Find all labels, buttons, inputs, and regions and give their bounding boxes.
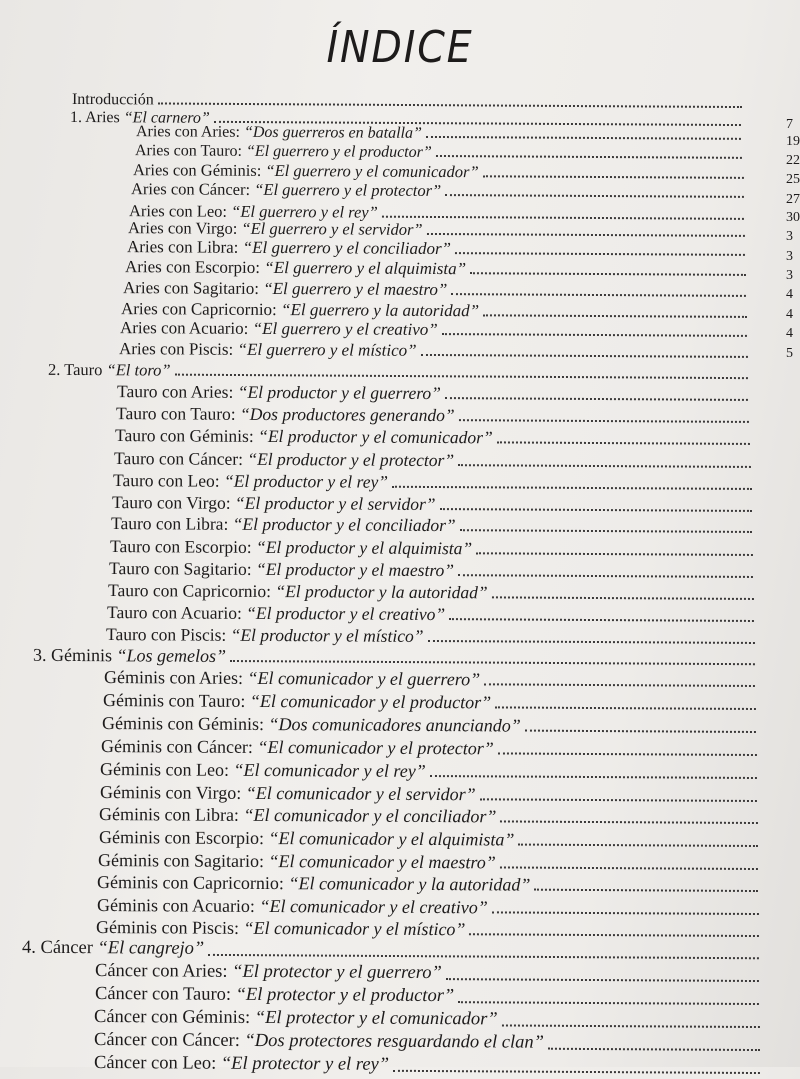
toc-entry xyxy=(125,257,746,281)
toc-entry-title: Cáncer con Leo: xyxy=(94,1053,221,1074)
toc-entry xyxy=(131,179,744,202)
toc-entry xyxy=(119,339,748,363)
toc-entry-phrase: “El comunicador y el conciliador” xyxy=(243,805,496,827)
toc-entry-title: Tauro con Tauro: xyxy=(116,403,240,424)
toc-entry-title: Tauro con Sagitario: xyxy=(109,558,256,579)
toc-entry-label xyxy=(72,90,154,109)
toc-entry-label xyxy=(94,1053,389,1076)
toc-entry xyxy=(107,602,754,626)
toc-entry-phrase: “El productor y el comunicador” xyxy=(258,426,493,447)
toc-entry-title: Aries con Tauro: xyxy=(135,142,246,160)
toc-entry-title: Tauro con Piscis: xyxy=(106,624,231,645)
dot-leader xyxy=(442,333,747,337)
toc-entry-phrase: “El guerrero y el rey” xyxy=(231,202,378,222)
toc-entry-label xyxy=(102,713,521,737)
toc-entry-phrase: “El productor y el rey” xyxy=(224,471,388,492)
toc-entry-phrase: “El protector y el rey” xyxy=(221,1054,389,1075)
toc-entry xyxy=(115,425,750,449)
toc-entry-title: Tauro con Escorpio: xyxy=(110,536,256,557)
toc-entry-label xyxy=(110,536,472,559)
page-number: 4 xyxy=(786,307,793,323)
toc-entry-label xyxy=(99,827,515,851)
dot-leader xyxy=(548,1047,760,1050)
page-number: 22 xyxy=(786,153,800,169)
dot-leader xyxy=(518,844,758,847)
toc-entry xyxy=(108,580,754,604)
toc-entry-label xyxy=(125,257,466,279)
toc-entry-label xyxy=(95,961,442,985)
toc-entry-phrase: “El comunicador y el alquimista” xyxy=(268,828,514,850)
dot-leader xyxy=(469,933,759,937)
toc-entry xyxy=(99,804,758,829)
dot-leader xyxy=(446,978,759,982)
toc-entry xyxy=(95,984,759,1010)
toc-entry-label xyxy=(97,872,531,896)
toc-entry-label xyxy=(99,804,497,827)
dot-leader xyxy=(175,373,748,379)
toc-entry-label xyxy=(104,667,480,690)
dot-leader xyxy=(455,252,745,256)
dot-leader xyxy=(449,618,754,622)
toc-entry-title: Géminis con Libra: xyxy=(99,804,244,825)
toc-entry xyxy=(103,690,756,715)
toc-entry-title: 1. Aries xyxy=(70,109,124,126)
toc-entry-title: Géminis con Piscis: xyxy=(96,917,244,938)
dot-leader xyxy=(500,820,758,824)
dot-leader xyxy=(440,508,752,512)
toc-entry-label xyxy=(103,690,491,713)
dot-leader xyxy=(427,639,755,643)
toc-entry-label xyxy=(111,513,456,536)
toc-entry-phrase: “Dos productores generando” xyxy=(240,404,455,425)
dot-leader xyxy=(500,866,758,870)
toc-entry xyxy=(120,318,747,342)
toc-entry-label xyxy=(22,938,204,961)
toc-entry-label xyxy=(113,470,388,492)
toc-entry xyxy=(94,1007,760,1033)
toc-entry-label xyxy=(120,318,438,340)
toc-entry-phrase: “El cangrejo” xyxy=(97,938,204,959)
toc-entry-phrase: “El guerrero y el conciliador” xyxy=(243,238,452,258)
toc-entry-phrase: “El protector y el productor” xyxy=(236,985,455,1006)
toc-entry-phrase: “El carnero” xyxy=(124,109,210,127)
toc-entry xyxy=(100,759,757,784)
toc-entry-phrase: “El productor y la autoridad” xyxy=(275,581,487,602)
toc-entry xyxy=(99,827,758,852)
dot-leader xyxy=(458,1001,759,1005)
toc-entry-phrase: “El productor y el alquimista” xyxy=(256,537,472,558)
toc-entry-label xyxy=(112,492,436,514)
page-number: 4 xyxy=(786,326,793,342)
toc-entry xyxy=(97,895,759,920)
toc-entry-phrase: “El guerrero y el alquimista” xyxy=(264,258,466,278)
toc-entry xyxy=(97,872,758,897)
dot-leader xyxy=(498,752,757,756)
toc-entry-phrase: “El productor y el protector” xyxy=(247,449,454,470)
toc-entry-phrase: “El comunicador y el maestro” xyxy=(268,851,495,872)
dot-leader xyxy=(534,889,758,892)
toc-entry-label xyxy=(119,339,417,361)
dot-leader xyxy=(483,175,744,179)
toc-entry-phrase: “El guerrero y el maestro” xyxy=(263,279,447,299)
toc-entry-phrase: “El comunicador y la autoridad” xyxy=(288,873,530,894)
toc-entry-phrase: “El guerrero y la autoridad” xyxy=(281,300,479,320)
toc-entry-title: Tauro con Libra: xyxy=(111,513,233,534)
toc-entry-label xyxy=(108,580,488,603)
toc-entry-phrase: “El toro” xyxy=(107,360,171,379)
toc-entry-phrase: “Los gemelos” xyxy=(116,645,226,666)
dot-leader xyxy=(502,1024,760,1028)
page-number: 3 xyxy=(786,249,793,265)
toc-entry-label xyxy=(107,602,445,625)
page-number: 19 xyxy=(786,134,800,150)
toc-entry xyxy=(104,667,755,692)
toc-entry-label xyxy=(100,782,476,805)
toc-entry-phrase: “Dos comunicadores anunciando” xyxy=(268,714,520,736)
toc-entry-title: Aries con Virgo: xyxy=(128,218,242,238)
toc-entry-title: Tauro con Cáncer: xyxy=(114,448,247,469)
toc-entry-label xyxy=(100,759,426,782)
toc-entry-title: Aries con Acuario: xyxy=(120,318,253,338)
toc-entry-label xyxy=(128,218,423,239)
toc-entry-title: Tauro con Géminis: xyxy=(115,425,258,446)
toc-entry xyxy=(95,961,759,987)
toc-entry-phrase: “Dos guerreros en batalla” xyxy=(244,124,422,142)
dot-leader xyxy=(445,397,748,401)
dot-leader xyxy=(492,596,754,600)
toc-entry-title: 2. Tauro xyxy=(48,360,107,379)
dot-leader xyxy=(495,706,756,710)
dot-leader xyxy=(421,354,748,358)
toc-entry-title: Aries con Capricornio: xyxy=(121,299,281,319)
dot-leader xyxy=(430,775,757,779)
toc-entry xyxy=(109,558,753,582)
toc-entry-phrase: “El comunicador y el servidor” xyxy=(246,783,476,804)
toc-entry-label xyxy=(94,1007,498,1031)
toc-entry-label xyxy=(33,645,226,667)
dot-leader xyxy=(492,911,759,915)
toc-entry-phrase: “El productor y el servidor” xyxy=(235,493,436,514)
toc-entry-title: Géminis con Virgo: xyxy=(100,782,246,803)
toc-entry-phrase: “El guerrero y el protector” xyxy=(254,180,441,200)
toc-entry xyxy=(94,1053,760,1079)
dot-leader xyxy=(158,102,742,108)
dot-leader xyxy=(459,419,749,423)
dot-leader xyxy=(480,798,757,802)
toc-entry xyxy=(98,850,758,875)
dot-leader xyxy=(476,552,753,556)
page-number: 27 xyxy=(786,192,800,208)
toc-entry-label xyxy=(94,1030,544,1054)
dot-leader xyxy=(451,293,746,297)
dot-leader xyxy=(427,232,745,236)
toc-entry-title: Aries con Escorpio: xyxy=(125,257,264,277)
toc-entry-label xyxy=(101,736,494,759)
toc-entry-title: 4. Cáncer xyxy=(22,938,98,958)
toc-entry-phrase: “El protector y el guerrero” xyxy=(232,962,442,983)
toc-entry-title: Tauro con Acuario: xyxy=(107,602,246,623)
dot-leader xyxy=(208,953,759,958)
toc-entry xyxy=(94,1030,760,1056)
toc-entry-label xyxy=(96,917,466,940)
dot-leader xyxy=(392,485,752,489)
dot-leader xyxy=(458,574,753,578)
toc-entry-label xyxy=(106,624,424,646)
toc-entry-title: Cáncer con Tauro: xyxy=(95,984,236,1005)
toc-entry-title: Géminis con Géminis: xyxy=(102,713,269,734)
toc-entry xyxy=(101,736,757,761)
toc-entry-label xyxy=(135,141,432,162)
toc-entry-title: Aries con Sagitario: xyxy=(123,278,263,298)
dot-leader xyxy=(525,730,756,733)
dot-leader xyxy=(497,441,750,445)
toc-entry-label xyxy=(131,179,441,200)
toc-entry-title: Aries con Cáncer: xyxy=(131,179,254,199)
toc-entry-title: Aries con Aries: xyxy=(136,123,244,141)
page-number: 7 xyxy=(786,117,793,133)
toc-entry-phrase: “El productor y el creativo” xyxy=(246,603,445,624)
toc-entry-phrase: “El productor y el místico” xyxy=(231,625,424,646)
dot-leader xyxy=(460,529,752,533)
toc-entry-label xyxy=(116,403,455,426)
toc-entry-phrase: “El comunicador y el guerrero” xyxy=(247,668,480,689)
toc-entry-title: Géminis con Cáncer: xyxy=(101,736,258,757)
toc-entry-title: Géminis con Sagitario: xyxy=(98,850,269,871)
toc-entry-label xyxy=(109,558,454,581)
toc-entry xyxy=(102,713,756,738)
dot-leader xyxy=(483,314,747,318)
toc-entry xyxy=(111,513,752,537)
toc-entry-title: Géminis con Tauro: xyxy=(103,690,250,711)
toc-entry-title: Géminis con Escorpio: xyxy=(99,827,269,848)
toc-entry-phrase: “El productor y el conciliador” xyxy=(233,514,456,535)
dot-leader xyxy=(382,215,744,219)
page-number: 3 xyxy=(786,229,793,245)
toc-entry-title: Cáncer con Aries: xyxy=(95,961,232,982)
dot-leader xyxy=(393,1069,760,1073)
page-number: 4 xyxy=(786,287,793,303)
toc-entry-phrase: “El guerrero y el creativo” xyxy=(253,319,438,339)
toc-entry-title: Géminis con Acuario: xyxy=(97,895,260,916)
page-number: 3 xyxy=(786,268,793,284)
toc-entry-title: Cáncer con Géminis: xyxy=(94,1007,255,1028)
toc-entry-label xyxy=(127,237,451,259)
toc-entry-phrase: “El guerrero y el comunicador” xyxy=(265,161,478,181)
toc-entry-title: Tauro con Virgo: xyxy=(112,492,235,513)
toc-entry-label xyxy=(115,425,493,448)
toc-entry-label xyxy=(123,278,447,300)
toc-entry-title: Aries con Piscis: xyxy=(119,339,238,359)
toc-entry-title: Tauro con Leo: xyxy=(113,470,224,491)
toc-entry-title: Tauro con Capricornio: xyxy=(108,580,276,601)
toc-entry-phrase: “Dos protectores resguardando el clan” xyxy=(244,1031,544,1053)
toc-entry-title: Aries con Leo: xyxy=(129,201,231,221)
dot-leader xyxy=(484,683,755,687)
page-number: 30 xyxy=(786,210,800,226)
toc-entry-phrase: “El guerrero y el místico” xyxy=(237,340,416,360)
toc-entry-label xyxy=(114,448,454,471)
toc-entry-phrase: “El protector y el comunicador” xyxy=(255,1008,498,1029)
page-title: ÍNDICE xyxy=(40,22,760,73)
toc-entry-title: 3. Géminis xyxy=(33,645,117,666)
toc-entry-title: Cáncer con Cáncer: xyxy=(94,1030,245,1051)
toc-entry xyxy=(106,624,755,648)
toc-entry xyxy=(48,360,748,384)
dot-leader xyxy=(436,155,742,159)
toc-entry-phrase: “El comunicador y el protector” xyxy=(257,737,493,758)
toc-entry-phrase: “El comunicador y el productor” xyxy=(250,691,491,712)
toc-entry-phrase: “El comunicador y el místico” xyxy=(243,918,465,939)
toc-entry xyxy=(22,938,759,964)
toc-entry-phrase: “El productor y el guerrero” xyxy=(238,382,441,403)
dot-leader xyxy=(445,194,744,198)
toc-entry-label xyxy=(97,895,488,918)
toc-entry-label xyxy=(48,360,171,380)
dot-leader xyxy=(426,136,741,140)
toc-entry-title: Aries con Géminis: xyxy=(133,160,266,180)
toc-entry-title: Géminis con Capricornio: xyxy=(97,872,289,893)
toc-entry-phrase: “El productor y el maestro” xyxy=(256,559,454,580)
toc-entry-phrase: “El guerrero y el servidor” xyxy=(241,219,422,239)
page-number: 25 xyxy=(786,172,800,188)
toc-entry-phrase: “El guerrero y el productor” xyxy=(246,143,432,161)
toc-entry xyxy=(113,470,752,494)
toc-entry-label xyxy=(117,381,441,403)
toc-entry-label xyxy=(136,122,422,143)
toc-entry xyxy=(123,278,746,302)
toc-entry xyxy=(100,782,757,807)
toc-entry-title: Introducción xyxy=(72,91,154,108)
toc-entry-label xyxy=(98,850,496,873)
dot-leader xyxy=(230,660,755,665)
dot-leader xyxy=(458,464,751,468)
toc-entry xyxy=(114,448,751,472)
toc-entry-title: Tauro con Aries: xyxy=(117,381,238,402)
toc-entry-title: Géminis con Leo: xyxy=(100,759,234,780)
toc-entry-title: Aries con Libra: xyxy=(127,237,243,257)
toc-entry-title: Géminis con Aries: xyxy=(104,667,248,688)
toc-entry-label xyxy=(95,984,454,1008)
toc-entry xyxy=(110,536,753,560)
dot-leader xyxy=(470,272,746,276)
page-number: 5 xyxy=(786,346,793,362)
toc-entry-phrase: “El comunicador y el creativo” xyxy=(259,896,487,917)
toc-entry xyxy=(116,403,749,427)
toc-entry-phrase: “El comunicador y el rey” xyxy=(233,760,425,781)
toc-entry xyxy=(117,381,748,405)
